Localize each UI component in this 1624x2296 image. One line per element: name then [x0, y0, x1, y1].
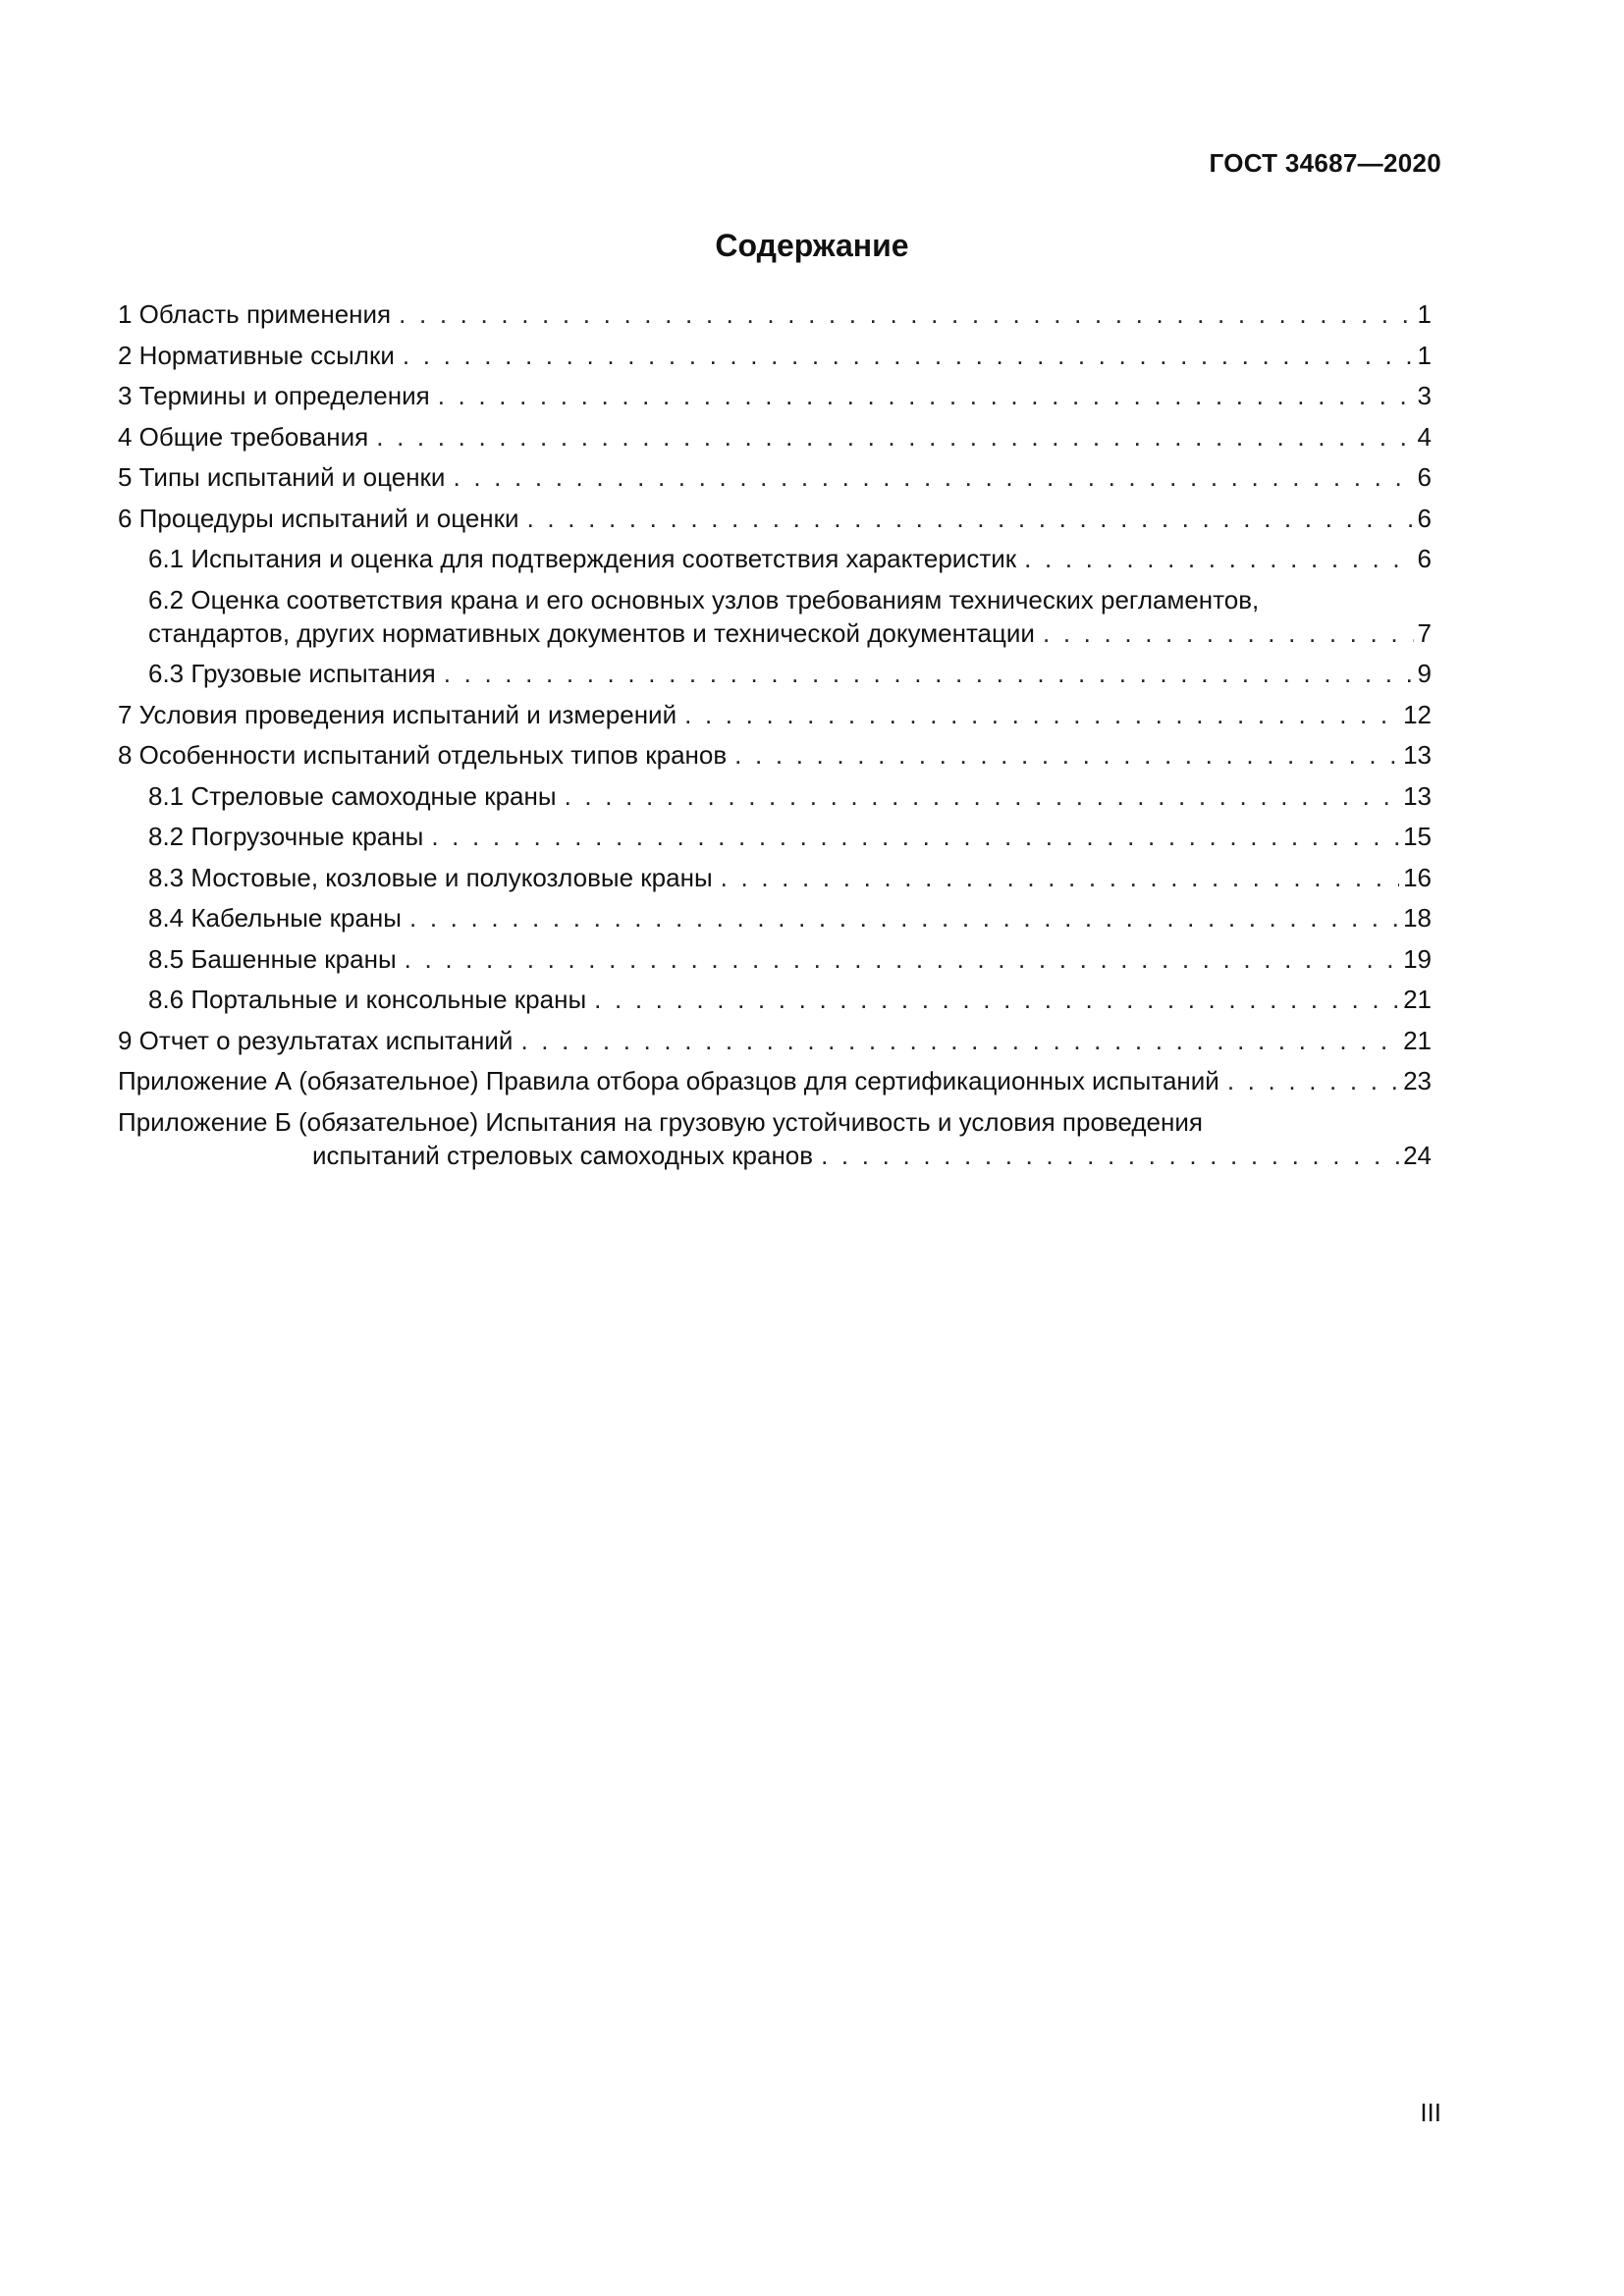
toc-entry-title: 8.2 Погрузочные краны: [148, 822, 424, 851]
toc-entry-page: 18: [1403, 903, 1432, 933]
toc-subentry[interactable]: [118, 583, 1432, 650]
toc-entry-page: 6: [1417, 503, 1432, 533]
dot-leader: [527, 502, 1414, 535]
toc-entry-page: 9: [1417, 659, 1432, 688]
toc-entry[interactable]: [118, 297, 1432, 331]
table-of-contents: [118, 297, 1432, 1179]
dot-leader: [438, 379, 1414, 412]
dot-leader: [520, 1024, 1399, 1057]
dot-leader: [405, 942, 1399, 976]
toc-entry-title-line1: Приложение Б (обязательное) Испытания на грузовую устойчивость и условия проведения: [118, 1106, 1203, 1137]
dot-leader: [431, 820, 1399, 853]
toc-entry-title: 4 Общие требования: [118, 421, 369, 452]
toc-appendix-entry[interactable]: [118, 1064, 1432, 1097]
toc-entry-title-line2: стандартов, других нормативных документов и технической документации: [148, 617, 1035, 648]
toc-appendix-entry[interactable]: [118, 1105, 1432, 1172]
toc-entry-title: 5 Типы испытаний и оценки: [118, 462, 446, 492]
toc-entry[interactable]: [118, 698, 1432, 731]
toc-entry-page: 19: [1403, 943, 1432, 974]
toc-entry[interactable]: [118, 420, 1432, 454]
page-number: III: [1420, 2098, 1441, 2127]
toc-entry-page: 13: [1403, 740, 1432, 770]
toc-entry-page: 1: [1417, 299, 1432, 329]
toc-entry-title: 7 Условия проведения испытаний и измерений: [118, 699, 677, 729]
dot-leader: [403, 339, 1414, 372]
toc-subentry[interactable]: [118, 779, 1432, 813]
toc-entry-page: 21: [1403, 1025, 1432, 1055]
toc-entry-title: 8.5 Башенные краны: [148, 943, 397, 974]
toc-entry-title: 2 Нормативные ссылки: [118, 340, 395, 370]
toc-entry-page: 23: [1403, 1066, 1432, 1095]
toc-entry-title: 8.4 Кабельные краны: [148, 903, 402, 933]
toc-subentry[interactable]: [118, 861, 1432, 894]
toc-subentry[interactable]: [118, 657, 1432, 690]
dot-leader: [376, 420, 1413, 454]
dot-leader: [399, 297, 1413, 331]
toc-entry-title: 9 Отчет о результатах испытаний: [118, 1025, 514, 1055]
toc-entry-title: 8.6 Портальные и консольные краны: [148, 985, 587, 1014]
toc-entry-page: 16: [1403, 862, 1432, 892]
toc-entry-page: 15: [1403, 822, 1432, 851]
toc-entry-title: 6.1 Испытания и оценка для подтверждения соответствия характеристик: [148, 544, 1017, 573]
toc-entry[interactable]: [118, 738, 1432, 772]
toc-entry-page: 6: [1417, 544, 1432, 573]
toc-entry-title: 6.3 Грузовые испытания: [148, 659, 436, 688]
toc-entry-page: 24: [1403, 1140, 1432, 1170]
toc-entry-page: 6: [1417, 462, 1432, 492]
toc-entry-title: Приложение А (обязательное) Правила отбора образцов для сертификационных испытаний: [118, 1066, 1219, 1095]
toc-subentry[interactable]: [118, 942, 1432, 976]
dot-leader: [1043, 616, 1414, 650]
toc-entry[interactable]: [118, 460, 1432, 494]
toc-entry-title: 6 Процедуры испытаний и оценки: [118, 503, 519, 533]
toc-entry[interactable]: [118, 379, 1432, 412]
dot-leader: [1024, 542, 1413, 575]
dot-leader: [594, 983, 1399, 1016]
toc-subentry[interactable]: [118, 542, 1432, 575]
toc-entry-title-line1: 6.2 Оценка соответствия крана и его основных узлов требованиям технических регламентов,: [148, 584, 1260, 614]
toc-entry-page: 12: [1403, 699, 1432, 729]
dot-leader: [734, 738, 1399, 772]
toc-entry[interactable]: [118, 502, 1432, 535]
toc-entry-title: 8.1 Стреловые самоходные краны: [148, 780, 557, 811]
toc-subentry[interactable]: [118, 901, 1432, 934]
toc-entry-page: 3: [1417, 381, 1432, 410]
toc-entry-page: 21: [1403, 985, 1432, 1014]
toc-entry-title: 1 Область применения: [118, 299, 392, 329]
dot-leader: [453, 460, 1413, 494]
toc-entry-page: 4: [1417, 421, 1432, 452]
toc-entry-page: 7: [1417, 617, 1432, 648]
dot-leader: [409, 901, 1399, 934]
toc-entry-page: 1: [1417, 340, 1432, 370]
toc-title: Содержание: [715, 228, 909, 263]
dot-leader: [721, 861, 1399, 894]
dot-leader: [821, 1139, 1399, 1172]
dot-leader: [684, 698, 1399, 731]
toc-entry-title: 3 Термины и определения: [118, 381, 430, 410]
dot-leader: [444, 657, 1414, 690]
toc-subentry[interactable]: [118, 983, 1432, 1016]
dot-leader: [1227, 1064, 1399, 1097]
toc-entry[interactable]: [118, 1024, 1432, 1057]
toc-entry-page: 13: [1403, 780, 1432, 811]
toc-entry-title: 8 Особенности испытаний отдельных типов кранов: [118, 740, 728, 770]
dot-leader: [565, 779, 1400, 813]
toc-entry-title-line2: испытаний стреловых самоходных кранов: [312, 1140, 814, 1170]
toc-entry[interactable]: [118, 339, 1432, 372]
toc-subentry[interactable]: [118, 820, 1432, 853]
document-code: ГОСТ 34687—2020: [1209, 148, 1441, 178]
toc-entry-title: 8.3 Мостовые, козловые и полукозловые краны: [148, 862, 713, 892]
